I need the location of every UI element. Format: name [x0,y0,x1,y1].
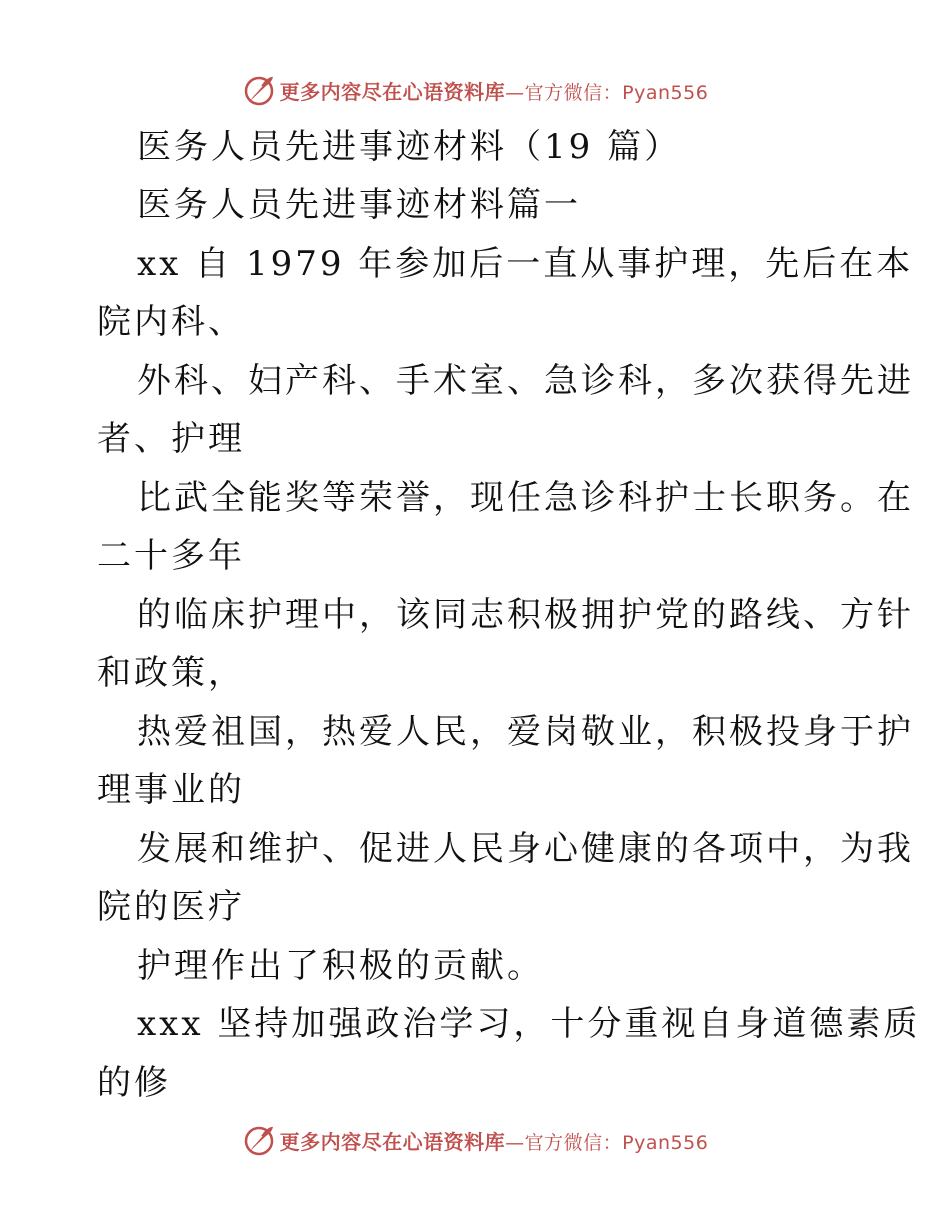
document-subtitle: 医务人员先进事迹材料篇一 [137,185,581,225]
banner-main-text: 更多内容尽在心语资料库 [279,1129,506,1154]
quill-logo-icon [242,1123,276,1157]
paragraph-line: 二十多年 [97,536,245,576]
header-banner [0,70,950,110]
paragraph-line: 的修 [97,1063,171,1103]
document-title: 医务人员先进事迹材料（19 篇） [137,127,682,167]
paragraph-line: xxx 坚持加强政治学习，十分重视自身道德素质 [137,1004,921,1044]
banner-dash: — [505,1131,525,1154]
paragraph-line: 院内科、 [97,302,245,342]
paragraph-line: 比武全能奖等荣誉，现任急诊科护士长职务。在 [137,478,914,518]
quill-logo-icon [242,73,276,107]
paragraph-line: 热爱祖国，热爱人民，爱岗敬业，积极投身于护 [137,712,914,752]
paragraph-line: 和政策， [97,653,245,693]
footer-banner [0,1120,950,1160]
banner-main-text: 更多内容尽在心语资料库 [279,79,506,104]
paragraph-line: 者、护理 [97,419,245,459]
banner-contact-text: 官方微信：Pyan556 [524,81,709,104]
paragraph-line: 理事业的 [97,770,245,810]
banner-dash: — [505,81,525,104]
paragraph-line: 外科、妇产科、手术室、急诊科，多次获得先进 [137,361,914,401]
paragraph-line: 发展和维护、促进人民身心健康的各项中，为我 [137,829,914,869]
banner-contact-text: 官方微信：Pyan556 [524,1131,709,1154]
paragraph-line: 的临床护理中，该同志积极拥护党的路线、方针 [137,595,914,635]
paragraph-line: 院的医疗 [97,887,245,927]
paragraph-line: xx 自 1979 年参加后一直从事护理，先后在本 [137,244,914,284]
paragraph-line: 护理作出了积极的贡献。 [137,946,544,986]
